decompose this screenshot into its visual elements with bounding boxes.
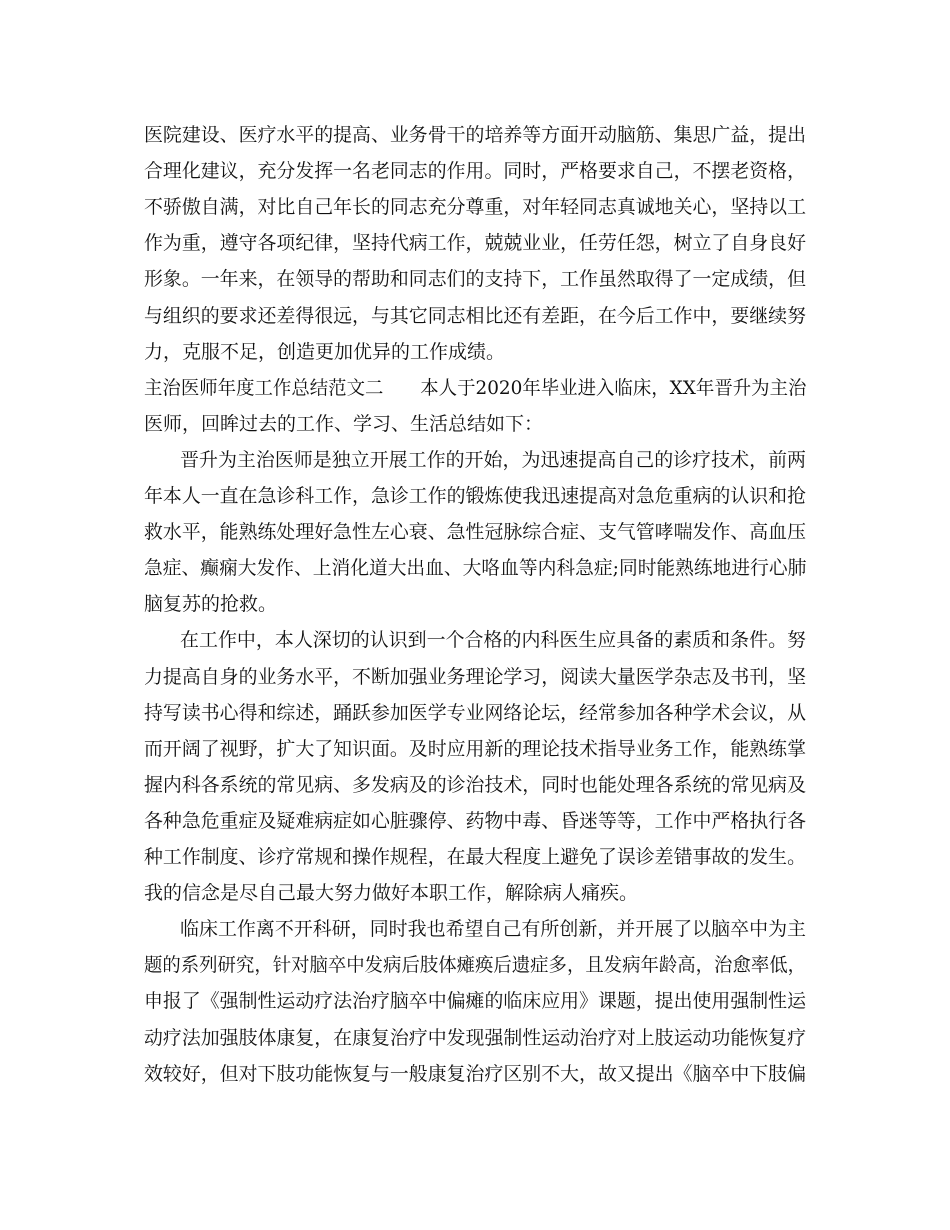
text-line: 救水平，能熟练处理好急性左心衰、急性冠脉综合症、支气管哮喘发作、高血压 (144, 521, 807, 544)
text-line: 我的信念是尽自己最大努力做好本职工作，解除病人痛疾。 (144, 882, 639, 905)
text-line: 力，克服不足，创造更加优异的工作成绩。 (144, 340, 506, 363)
text-line: 年本人一直在急诊科工作，急诊工作的锻炼使我迅速提高对急危重病的认识和抢 (144, 485, 807, 507)
text-line: 主治医师年度工作总结范文二 本人于2020年毕业进入临床，XX年晋升为主治 (144, 376, 807, 399)
text-line: 题的系列研究，针对脑卒中发病后肢体瘫痪后遗症多，且发病年龄高，治愈率低， (144, 954, 807, 977)
text-line: 急症、癫痫大发作、上消化道大出血、大咯血等内科急症;同时能熟练地进行心肺 (144, 557, 807, 580)
text-line: 形象。一年来，在领导的帮助和同志们的支持下，工作虽然取得了一定成绩，但 (144, 268, 807, 291)
text-line: 与组织的要求还差得很远，与其它同志相比还有差距，在今后工作中，要继续努 (144, 304, 807, 327)
text-line: 医师，回眸过去的工作、学习、生活总结如下： (144, 412, 544, 435)
text-line: 各种急危重症及疑难病症如心脏骤停、药物中毒、昏迷等等，工作中严格执行各 (144, 809, 807, 832)
text-line: 在工作中，本人深切的认识到一个合格的内科医生应具备的素质和条件。努 (180, 629, 807, 652)
text-line: 持写读书心得和综述，踊跃参加医学专业网络论坛，经常参加各种学术会议，从 (144, 701, 807, 724)
text-line: 临床工作离不开科研，同时我也希望自己有所创新，并开展了以脑卒中为主 (180, 918, 807, 941)
text-line: 晋升为主治医师是独立开展工作的开始，为迅速提高自己的诊疗技术，前两 (180, 448, 807, 471)
text-line: 种工作制度、诊疗常规和操作规程，在最大程度上避免了误诊差错事故的发生。 (144, 846, 807, 868)
text-line: 脑复苏的抢救。 (144, 593, 278, 616)
text-line: 动疗法加强肢体康复，在康复治疗中发现强制性运动治疗对上肢运动功能恢复疗 (144, 1026, 807, 1049)
text-line: 握内科各系统的常见病、多发病及的诊治技术，同时也能处理各系统的常见病及 (144, 773, 807, 796)
text-line: 作为重，遵守各项纪律，坚持代病工作，兢兢业业，任劳任怨，树立了自身良好 (144, 232, 807, 255)
text-line: 效较好，但对下肢功能恢复与一般康复治疗区别不大，故又提出《脑卒中下肢偏 (144, 1062, 807, 1085)
text-line: 申报了《强制性运动疗法治疗脑卒中偏瘫的临床应用》课题，提出使用强制性运 (144, 990, 807, 1013)
text-line: 而开阔了视野，扩大了知识面。及时应用新的理论技术指导业务工作，能熟练掌 (144, 737, 807, 760)
text-line: 不骄傲自满，对比自己年长的同志充分尊重，对年轻同志真诚地关心，坚持以工 (144, 196, 807, 219)
text-line: 合理化建议，充分发挥一名老同志的作用。同时，严格要求自己，不摆老资格， (144, 160, 807, 183)
text-line: 医院建设、医疗水平的提高、业务骨干的培养等方面开动脑筋、集思广益，提出 (144, 124, 807, 146)
text-line: 力提高自身的业务水平，不断加强业务理论学习，阅读大量医学杂志及书刊，坚 (144, 665, 807, 688)
